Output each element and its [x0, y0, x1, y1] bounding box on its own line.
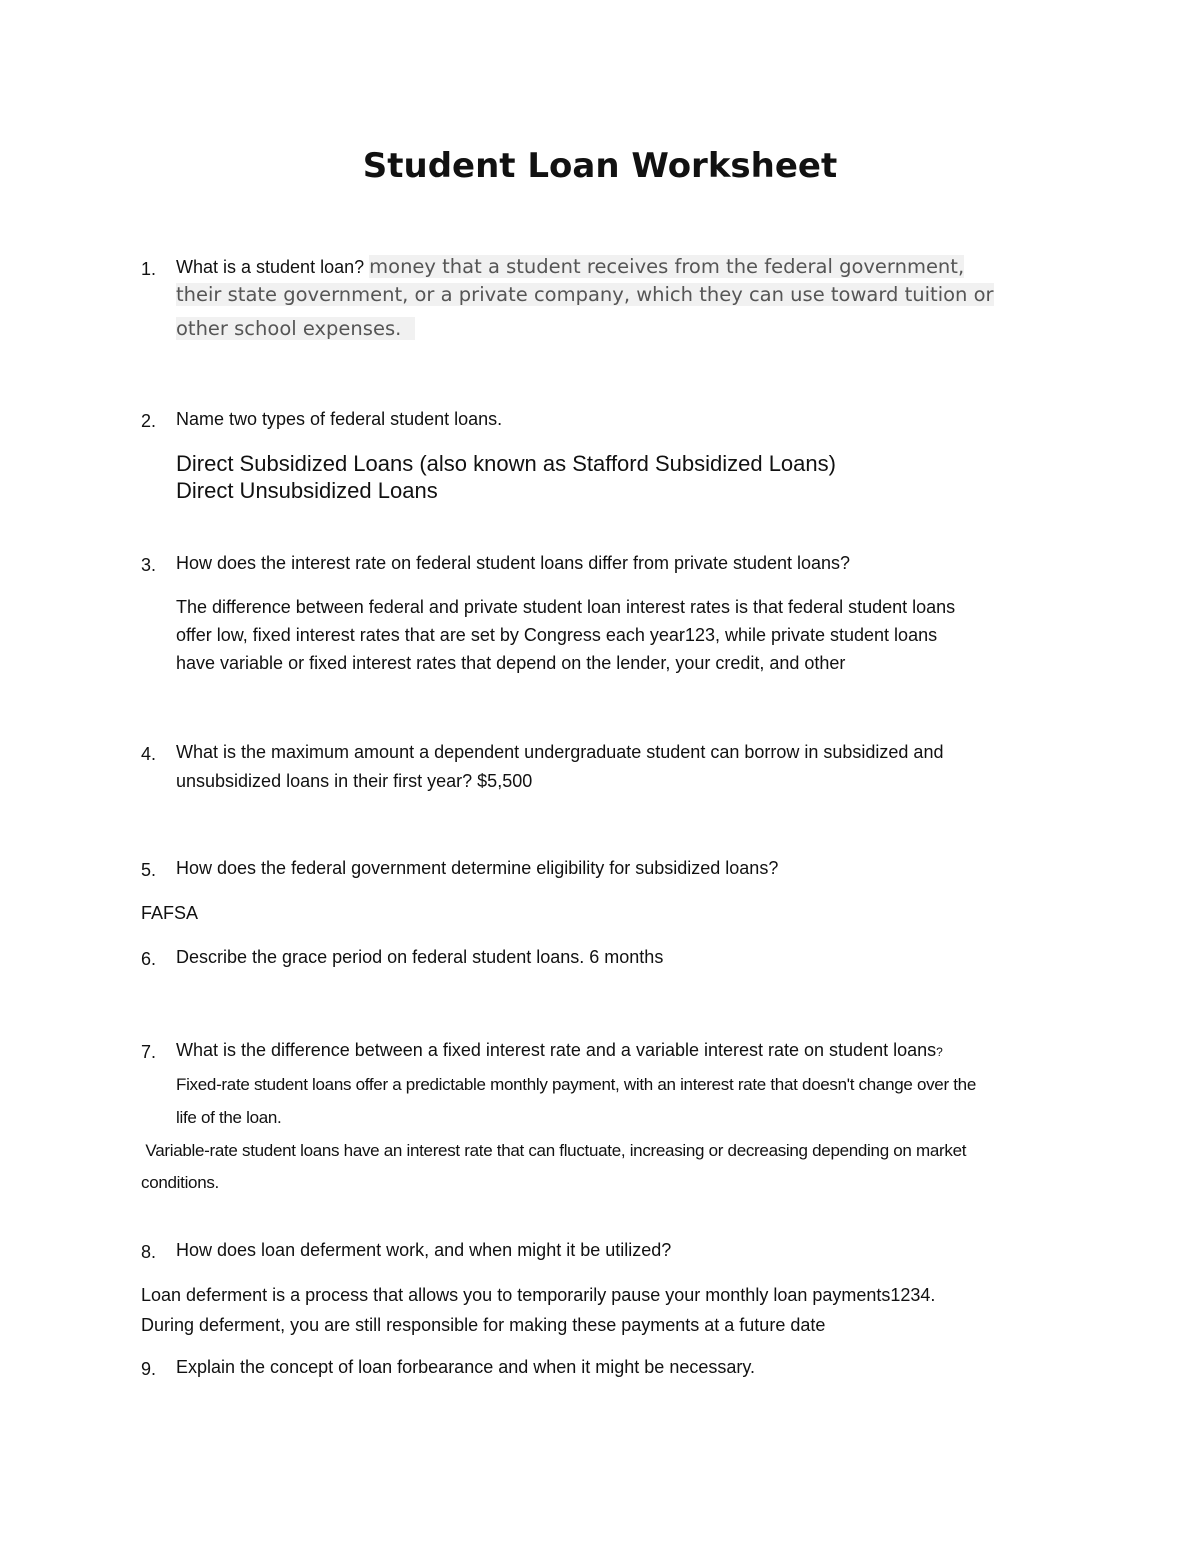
question-7-number: 7.	[141, 1042, 157, 1062]
question-3-number: 3.	[141, 555, 157, 575]
question-4-prompt-line-2: unsubsidized loans in their first year? $5,500	[176, 771, 533, 791]
question-6-number: 6.	[141, 949, 157, 969]
question-6: Describe the grace period on federal student loans. 6 months	[176, 947, 664, 967]
question-8-answer-line-1: Loan deferment is a process that allows you to temporarily pause your monthly loan payments1234.	[141, 1285, 936, 1305]
question-2-answer-line-1: Direct Subsidized Loans (also known as Stafford Subsidized Loans)	[176, 451, 836, 476]
question-7-prompt: What is the difference between a fixed interest rate and a variable interest rate on student loans?	[176, 1040, 943, 1060]
question-4-prompt-line-1: What is the maximum amount a dependent undergraduate student can borrow in subsidized and	[176, 742, 944, 762]
question-5-number: 5.	[141, 860, 157, 880]
question-3-answer-line-2: offer low, fixed interest rates that are set by Congress each year123, while private student loans	[176, 625, 938, 645]
question-3-prompt: How does the interest rate on federal student loans differ from private student loans?	[176, 553, 851, 573]
question-2-number: 2.	[141, 411, 157, 431]
question-9-prompt: Explain the concept of loan forbearance and when it might be necessary.	[176, 1357, 756, 1377]
question-4-answer: $5,500	[477, 771, 533, 791]
question-5-prompt: How does the federal government determine eligibility for subsidized loans?	[176, 858, 779, 878]
question-7-answer-line-2: life of the loan.	[176, 1108, 282, 1127]
question-1-number: 1.	[141, 259, 157, 279]
question-1-answer-line-2: their state government, or a private company, which they can use toward tuition or	[176, 283, 994, 306]
question-1-answer-line-1: money that a student receives from the federal government,	[369, 255, 965, 278]
question-6-answer: 6 months	[589, 947, 664, 967]
question-8-number: 8.	[141, 1242, 157, 1262]
question-1-prompt: What is a student loan?	[176, 257, 365, 277]
question-8-prompt: How does loan deferment work, and when might it be utilized?	[176, 1240, 672, 1260]
question-2-answer-line-2: Direct Unsubsidized Loans	[176, 478, 438, 503]
question-7-answer-line-1: Fixed-rate student loans offer a predictable monthly payment, with an interest rate that doesn't change over the	[176, 1075, 976, 1094]
question-8-answer-line-2: During deferment, you are still responsible for making these payments at a future date	[141, 1315, 826, 1335]
question-1	[176, 252, 1056, 282]
question-3-answer-line-3: have variable or fixed interest rates that depend on the lender, your credit, and other	[176, 653, 846, 673]
question-3-answer-line-1: The difference between federal and private student loan interest rates is that federal student loans	[176, 597, 956, 617]
question-7-answer-line-3: Variable-rate student loans have an interest rate that can fluctuate, increasing or decreasing depending on market	[141, 1141, 967, 1160]
question-7-answer-line-4: conditions.	[141, 1173, 219, 1192]
question-1-answer-line-3: other school expenses.	[176, 313, 1056, 345]
question-4-number: 4.	[141, 744, 157, 764]
question-2-prompt: Name two types of federal student loans.	[176, 409, 503, 429]
question-5-answer: FAFSA	[141, 903, 199, 923]
page-title: Student Loan Worksheet	[362, 146, 838, 186]
question-9-number: 9.	[141, 1359, 157, 1379]
